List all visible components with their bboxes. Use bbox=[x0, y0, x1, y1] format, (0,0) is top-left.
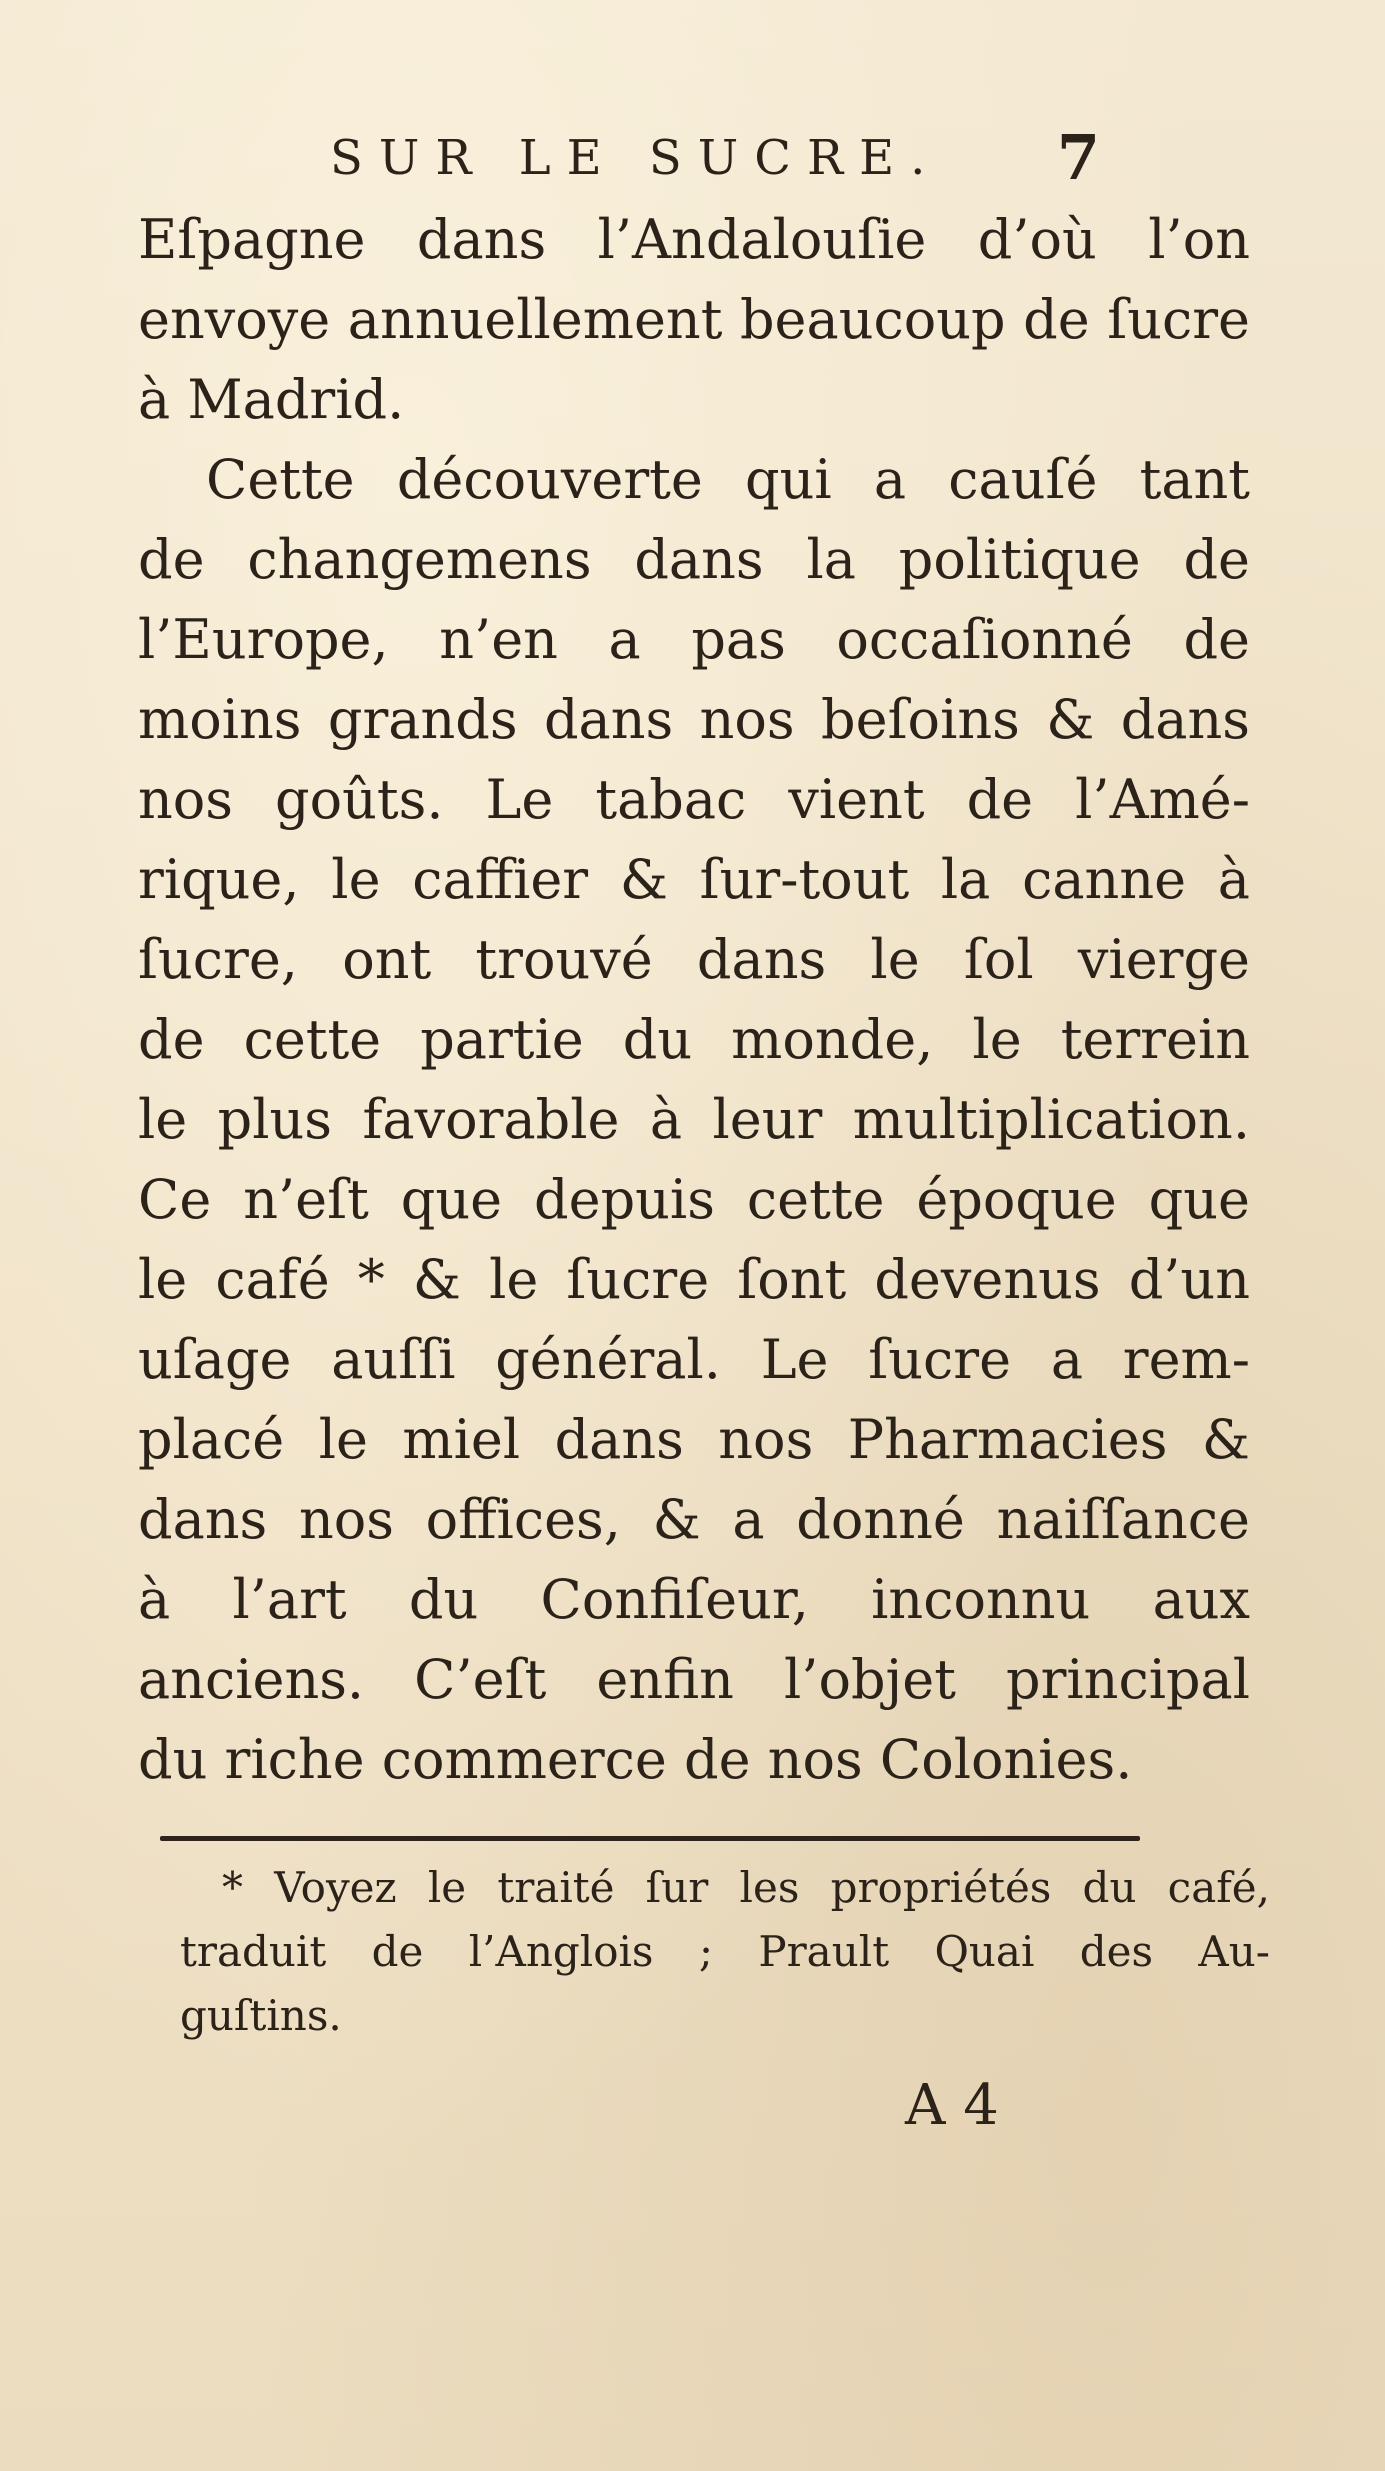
text-line: rique, le caffier & ſur-tout la canne à bbox=[138, 848, 1250, 911]
page-number: 7 bbox=[1056, 121, 1100, 194]
text-line: l’Europe, n’en a pas occaſionné de bbox=[138, 608, 1250, 671]
running-head bbox=[330, 118, 1100, 198]
body-text bbox=[138, 200, 1250, 1800]
text-line: Eſpagne dans l’Andalouſie d’où l’on bbox=[138, 208, 1250, 271]
text-line: envoye annuellement beaucoup de ſucre bbox=[138, 288, 1250, 351]
text-line: de cette partie du monde, le terrein bbox=[138, 1008, 1250, 1071]
text-line: nos goûts. Le tabac vient de l’Amé- bbox=[138, 768, 1250, 831]
running-head-title: SUR LE SUCRE. bbox=[330, 130, 942, 186]
text-line: de changemens dans la politique de bbox=[138, 528, 1250, 591]
footnote-rule bbox=[160, 1836, 1140, 1841]
footnote-line: traduit de l’Anglois ; Prault Quai des Au- bbox=[180, 1927, 1270, 1976]
text-line: du riche commerce de nos Colonies. bbox=[138, 1728, 1133, 1791]
text-line: Ce n’eſt que depuis cette époque que bbox=[138, 1168, 1250, 1231]
signature-mark: A 4 bbox=[905, 2073, 999, 2138]
text-line: ſucre, ont trouvé dans le ſol vierge bbox=[138, 928, 1250, 991]
text-line: à l’art du Confiſeur, inconnu aux bbox=[138, 1568, 1250, 1631]
footnote-line: guſtins. bbox=[180, 1991, 342, 2040]
text-line: Cette découverte qui a cauſé tant bbox=[206, 448, 1250, 511]
text-line: le plus favorable à leur multiplication. bbox=[138, 1088, 1250, 1151]
text-line: uſage auſſi général. Le ſucre a rem- bbox=[138, 1328, 1250, 1391]
footnote bbox=[180, 1856, 1270, 2048]
text-line: placé le miel dans nos Pharmacies & bbox=[138, 1408, 1250, 1471]
text-line: le café * & le ſucre ſont devenus d’un bbox=[138, 1248, 1250, 1311]
text-line: anciens. C’eſt enfin l’objet principal bbox=[138, 1648, 1250, 1711]
text-line: moins grands dans nos beſoins & dans bbox=[138, 688, 1250, 751]
text-line: à Madrid. bbox=[138, 368, 405, 431]
text-line: dans nos offices, & a donné naiſſance bbox=[138, 1488, 1250, 1551]
footnote-line: * Voyez le traité ſur les propriétés du café, bbox=[222, 1863, 1270, 1912]
